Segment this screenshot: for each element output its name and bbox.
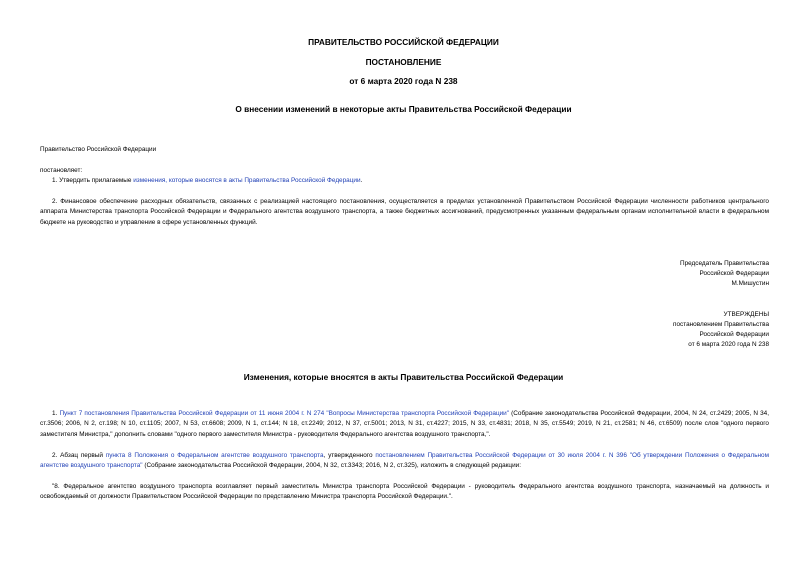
change-2-resolution-link[interactable]: постановлением Правительства Российской Федерации от 30 июля 2004 г. N 396 "Об утверждении Положения о Федеральном агентстве воздушного транспорта" bbox=[40, 452, 769, 470]
change-1 bbox=[40, 409, 769, 440]
signature-title-2: Российской Федерации bbox=[699, 270, 769, 277]
change-2-prefix: 2. Абзац первый bbox=[52, 452, 106, 459]
change-2-middle: , утвержденного bbox=[323, 452, 376, 459]
signature-name: М.Мишустин bbox=[731, 280, 769, 287]
change-2-suffix: (Собрание законодательства Российской Федерации, 2004, N 32, ст.3343; 2016, N 2, ст.325), изложить в следующей редакции: bbox=[142, 462, 522, 470]
item-1 bbox=[52, 176, 362, 186]
approved-line-2: постановлением Правительства bbox=[673, 321, 769, 328]
approved-date: от 6 марта 2020 года N 238 bbox=[688, 341, 769, 348]
change-2-regulation-link[interactable]: пункта 8 Положения о Федеральном агентстве воздушного транспорта bbox=[105, 452, 324, 459]
change-1-number: 1. bbox=[52, 410, 60, 417]
item-1-prefix: 1. Утвердить прилагаемые bbox=[52, 177, 134, 184]
signature-title-1: Председатель Правительства bbox=[680, 260, 769, 267]
approved-line-3: Российской Федерации bbox=[699, 331, 769, 338]
change-2 bbox=[40, 451, 769, 472]
preamble-actor: Правительство Российской Федерации bbox=[40, 146, 157, 153]
approved-label: УТВЕРЖДЕНЫ bbox=[723, 311, 769, 318]
preamble-decides: постановляет: bbox=[40, 167, 83, 174]
change-2-quote: "8. Федеральное агентство воздушного транспорта возглавляет первый заместитель Министра транспорта Российской Федерации - руководитель Федерального агентства воздушного транспорта, назначаемый на должность и освобождаемый от должности Правительством Российской Федерации по представлению Министра транспорта Российской Федерации.". bbox=[40, 483, 769, 501]
change-1-text: (Собрание законодательства Российской Федерации, 2004, N 24, ст.2429; 2005, N 34, ст.3506; 2006, N 2, ст.198; N 10, ст.1105; 2007, N 53, ст.6608; 2009, N 1, ст.144; N 18, ст.2249; 2012, N 37, ст.5001; 2013, N 31, ст.4227; 2015, N 33, ст.4831; 2018, N 35, ст.5549; 2019, N 21, ст.2581; N 46, ст.6509) после слов "одного первого заместителя Министра," дополнить словами "одного первого заместителя Министра - руководителя Федерального агентства воздушного транспорта,". bbox=[40, 410, 770, 438]
document-date-number: от 6 марта 2020 года N 238 bbox=[349, 76, 458, 86]
changes-title: Изменения, которые вносятся в акты Правительства Российской Федерации bbox=[243, 372, 564, 382]
document-title: О внесении изменений в некоторые акты Правительства Российской Федерации bbox=[235, 104, 572, 114]
government-heading: ПРАВИТЕЛЬСТВО РОССИЙСКОЙ ФЕДЕРАЦИИ bbox=[308, 37, 499, 47]
document-type-heading: ПОСТАНОВЛЕНИЕ bbox=[365, 57, 442, 67]
item-1-changes-link[interactable]: изменения, которые вносятся в акты Правительства Российской Федерации bbox=[133, 177, 361, 184]
change-1-resolution-link[interactable]: Пункт 7 постановления Правительства Российской Федерации от 11 июня 2004 г. N 274 "Вопросы Министерства транспорта Российской Федерации" bbox=[59, 410, 510, 417]
item-2: 2. Финансовое обеспечение расходных обязательств, связанных с реализацией настоящего постановления, осуществляется в пределах установленной Правительством Российской Федерации численности работников центрального аппарата Министерства транспорта Российской Федерации и Федерального агентства воздушного транспорта, а также бюджетных ассигнований, предусмотренных указанным федеральным органам исполнительной власти в федеральном бюджете на руководство и управление в сфере установленных функций. bbox=[40, 198, 769, 226]
item-1-suffix: . bbox=[360, 177, 363, 184]
